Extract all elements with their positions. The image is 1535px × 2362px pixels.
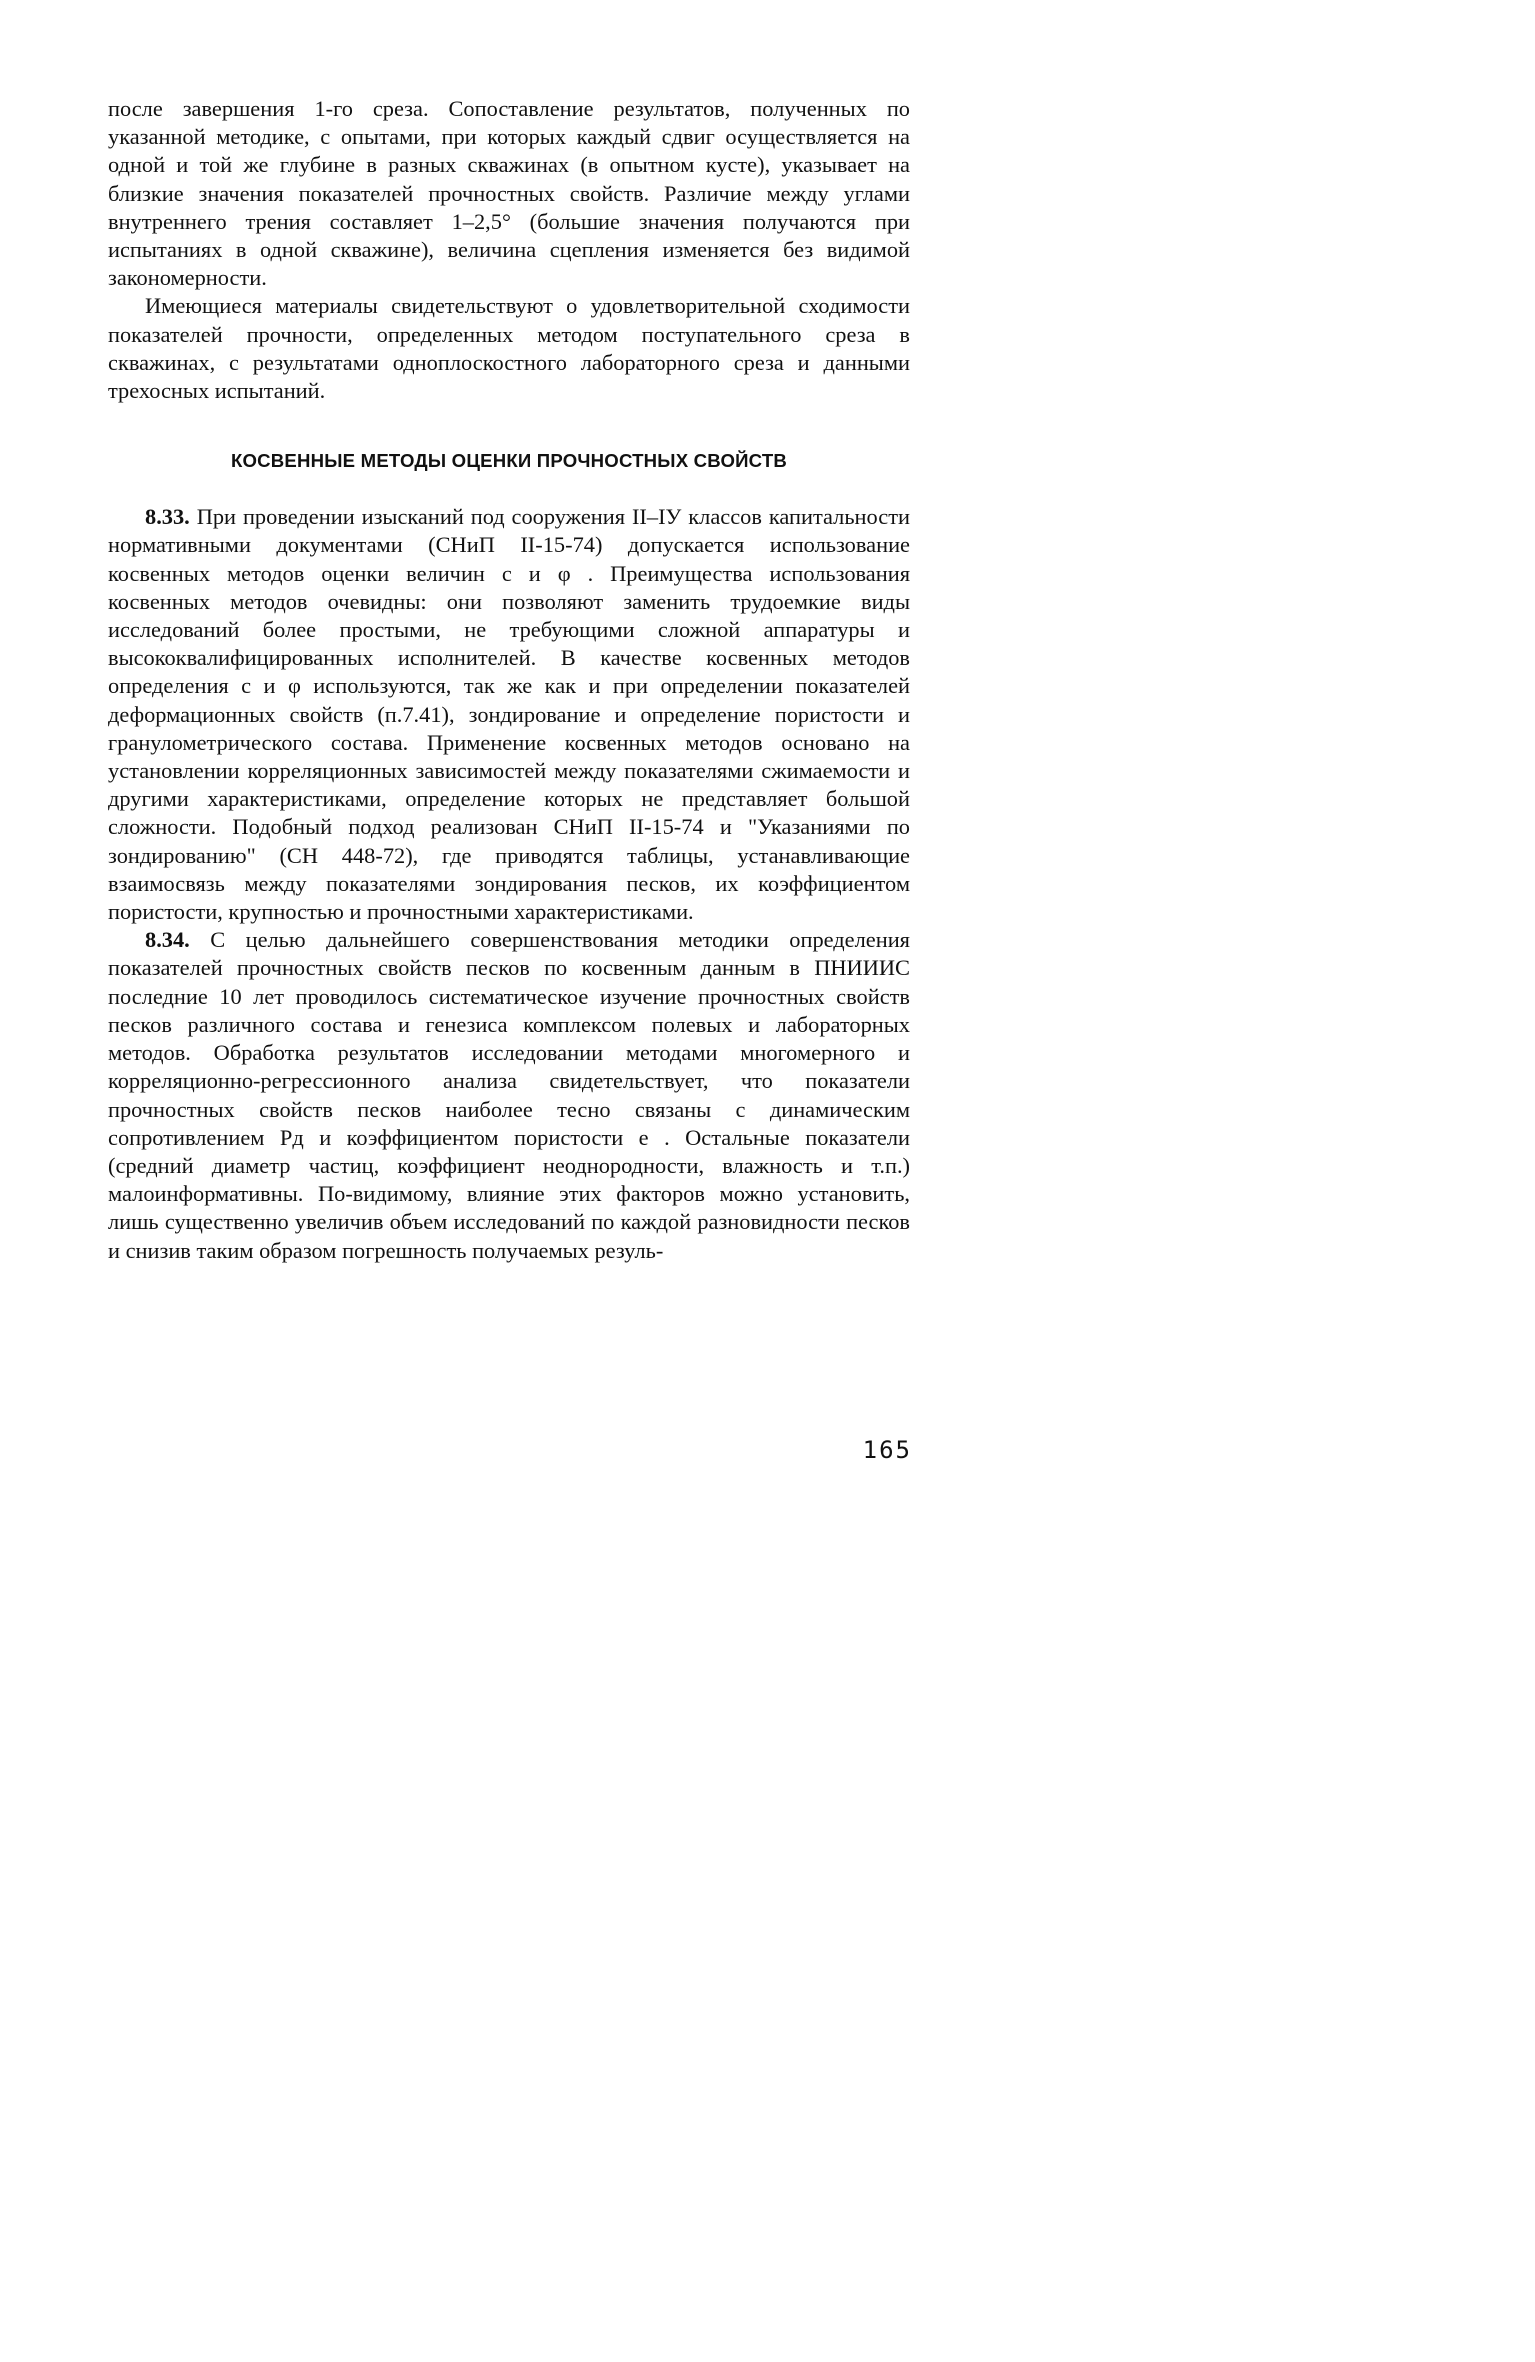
paragraph-1: после завершения 1-го среза. Сопоставление результатов, полученных по указанной методике, с опытами, при которых каждый сдвиг осуществляется на одной и той же глубине в разных скважинах (в опытном кусте), указывает на близкие значения показателей прочностных свойств. Различие между углами внутреннего трения составляет 1–2,5° (большие значения получаются при испытаниях в одной скважине), величина сцепления изменяется без видимой закономерности. xyxy=(108,96,910,291)
paragraph-2: Имеющиеся материалы свидетельствуют о удовлетворительной сходимости показателей прочности, определенных методом поступательного среза в скважинах, с результатами одноплоскостного лабораторного среза и данными трехосных испытаний. xyxy=(108,293,910,404)
paragraph-8-34 xyxy=(108,926,910,1264)
section-heading: КОСВЕННЫЕ МЕТОДЫ ОЦЕНКИ ПРОЧНОСТНЫХ СВОЙСТВ xyxy=(230,450,788,472)
paragraph-text: С целью дальнейшего совершенствования методики определения показателей прочностных свойств песков по косвенным данным в ПНИИИС последние 10 лет проводилось систематическое изучение прочностных свойств песков различного состава и генезиса комплексом полевых и лабораторных методов. Обработка результатов исследовании методами многомерного и корреляционно-регрессионного анализа свидетельствует, что показатели прочностных свойств песков наиболее тесно связаны с динамическим сопротивлением Pд и коэффициентом пористости e . Остальные показатели (средний диаметр частиц, коэффициент неоднородности, влажность и т.п.) малоинформативны. По-видимому, влияние этих факторов можно установить, лишь существенно увеличив объем исследований по каждой разновидности песков и снизив таким образом погрешность получаемых резуль- xyxy=(108,927,910,1263)
paragraph-8-33 xyxy=(108,503,910,926)
document-page xyxy=(0,0,1024,1575)
paragraph-number: 8.33. xyxy=(145,504,190,530)
paragraph-text: При проведении изысканий под сооружения II–IУ классов капитальности нормативными документами (СНиП II-15-74) допускается использование косвенных методов оценки величин c и φ . Преимущества использования косвенных методов очевидны: они позволяют заменить трудоемкие виды исследований более простыми, не требующими сложной аппаратуры и высококвалифицированных исполнителей. В качестве косвенных методов определения c и φ используются, так же как и при определении показателей деформационных свойств (п.7.41), зондирование и определение пористости и гранулометрического состава. Применение косвенных методов основано на установлении корреляционных зависимостей между показателями сжимаемости и другими характеристиками, определение которых не представляет большой сложности. Подобный подход реализован СНиП II-15-74 и "Указаниями по зондированию" (СН 448-72), где приводятся таблицы, устанавливающие взаимосвязь между показателями зондирования песков, их коэффициентом пористости, крупностью и прочностными характеристиками. xyxy=(108,504,910,925)
paragraph-number: 8.34. xyxy=(145,927,190,953)
page-number: 165 xyxy=(862,1436,912,1464)
text-column xyxy=(108,95,910,1265)
